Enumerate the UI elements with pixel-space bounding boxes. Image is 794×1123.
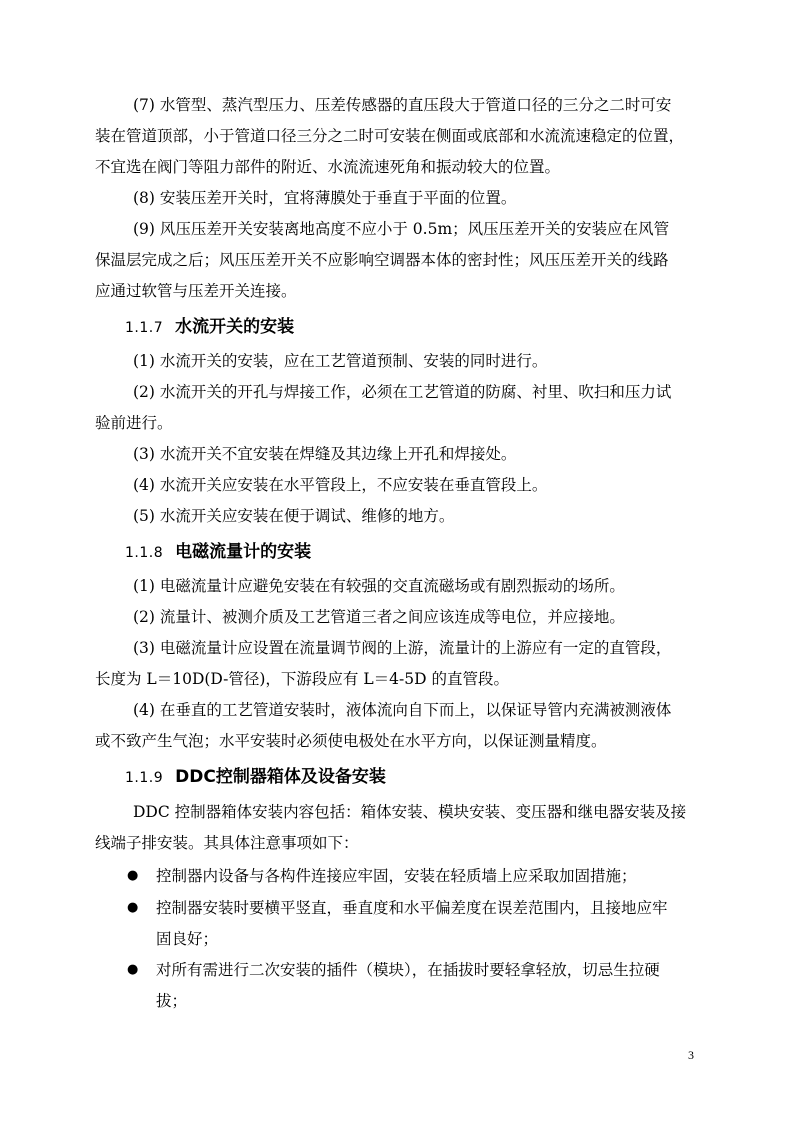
text-line: (2) 流量计、被测介质及工艺管道三者之间应该连成等电位，并应接地。	[133, 608, 625, 626]
text-line: 应通过软管与压差开关连接。	[95, 282, 297, 300]
bullet-text: 控制器安装时要横平竖直，垂直度和水平偏差度在误差范围内，且接地应牢	[156, 899, 668, 917]
text-line: (4) 水流开关应安装在水平管段上，不应安装在垂直管段上。	[133, 476, 548, 494]
bullet-text: 固良好；	[156, 930, 219, 948]
section-title: 电磁流量计的安装	[175, 542, 312, 562]
section-number: 1.1.9	[125, 770, 164, 786]
bullet-text: 对所有需进行二次安装的插件（模块），在插拔时要轻拿轻放，切忌生拉硬	[156, 961, 660, 979]
section-heading	[125, 316, 294, 339]
section-number: 1.1.7	[125, 320, 164, 336]
text-line: (7) 水管型、蒸汽型压力、压差传感器的直压段大于管道口径的三分之二时可安	[133, 96, 672, 114]
text-line: 线端子排安装。其具体注意事项如下：	[95, 834, 359, 852]
section-title: DDC控制器箱体及设备安装	[175, 767, 386, 787]
text-line: 长度为 L＝10D(D-管径)，下游段应有 L＝4-5D 的直管段。	[95, 670, 509, 688]
text-line: (8) 安装压差开关时，宜将薄膜处于垂直于平面的位置。	[133, 189, 517, 207]
text-line: (4) 在垂直的工艺管道安装时，液体流向自下而上，以保证导管内充满被测液体	[133, 701, 672, 719]
bullet-text: 拔；	[156, 992, 188, 1010]
section-heading	[125, 766, 386, 789]
bullet-icon: ●	[127, 962, 139, 977]
text-line: (1) 电磁流量计应避免安装在有较强的交直流磁场或有剧烈振动的场所。	[133, 577, 625, 595]
bullet-icon: ●	[127, 868, 139, 883]
text-line: (5) 水流开关应安装在便于调试、维修的地方。	[133, 507, 455, 525]
section-number: 1.1.8	[125, 545, 164, 561]
bullet-text: 控制器内设备与各构件连接应牢固，安装在轻质墙上应采取加固措施；	[156, 867, 637, 885]
section-title: 水流开关的安装	[175, 317, 295, 337]
text-line: (2) 水流开关的开孔与焊接工作，必须在工艺管道的防腐、衬里、吹扫和压力试	[133, 383, 672, 401]
text-line: DDC 控制器箱体安装内容包括：箱体安装、模块安装、变压器和继电器安装及接	[133, 803, 687, 821]
text-line: (3) 水流开关不宜安装在焊缝及其边缘上开孔和焊接处。	[133, 445, 517, 463]
text-line: 或不致产生气泡；水平安装时必须使电极处在水平方向，以保证测量精度。	[95, 732, 607, 750]
text-line: 装在管道顶部，小于管道口径三分之二时可安装在侧面或底部和水流流速稳定的位置，	[95, 127, 685, 145]
bullet-icon: ●	[127, 900, 139, 915]
text-line: 不宜选在阀门等阻力部件的附近、水流流速死角和振动较大的位置。	[95, 158, 561, 176]
text-line: 保温层完成之后；风压压差开关不应影响空调器本体的密封性；风压压差开关的线路	[95, 251, 669, 269]
page-number: 3	[688, 1048, 694, 1062]
text-line: 验前进行。	[95, 414, 173, 432]
text-line: (3) 电磁流量计应设置在流量调节阀的上游，流量计的上游应有一定的直管段，	[133, 639, 672, 657]
section-heading	[125, 541, 311, 564]
text-line: (1) 水流开关的安装，应在工艺管道预制、安装的同时进行。	[133, 352, 548, 370]
text-line: (9) 风压压差开关安装离地高度不应小于 0.5m；风压压差开关的安装应在风管	[133, 220, 670, 238]
